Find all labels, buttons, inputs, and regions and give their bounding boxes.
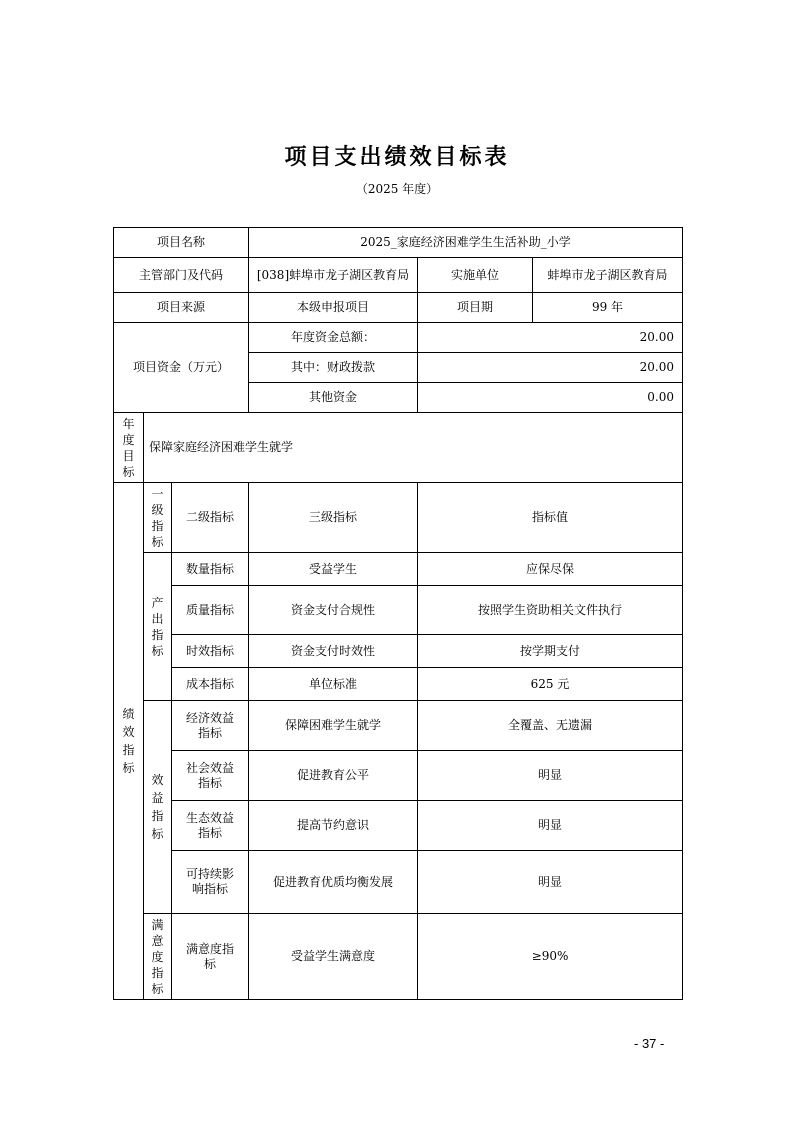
output-indicators-label: [144, 553, 172, 701]
row-indicator-header: [114, 483, 683, 553]
header-value: 指标值: [418, 483, 683, 553]
source-label: 项目来源: [114, 293, 249, 323]
level3-cell: 资金支付合规性: [249, 586, 418, 635]
level3-cell: 保障困难学生就学: [249, 701, 418, 751]
level3-cell: 促进教育优质均衡发展: [249, 851, 418, 914]
level2-cell: 满意度指标: [172, 914, 249, 1000]
fund-total-value: 20.00: [418, 323, 683, 353]
header-level2: 二级指标: [172, 483, 249, 553]
page-subtitle-year: （2025 年度）: [355, 182, 439, 196]
level3-cell: 受益学生满意度: [249, 914, 418, 1000]
level2-cell: 数量指标: [172, 553, 249, 586]
level2-cell: 时效指标: [172, 635, 249, 668]
value-cell: 按照学生资助相关文件执行: [418, 586, 683, 635]
row-annual-goal: [114, 413, 683, 483]
table-row: [114, 801, 683, 851]
level3-cell: 促进教育公平: [249, 751, 418, 801]
row-source: [114, 293, 683, 323]
table-row: [114, 635, 683, 668]
level3-cell: 资金支付时效性: [249, 635, 418, 668]
annual-goal-text: 保障家庭经济困难学生就学: [144, 413, 683, 483]
value-cell: 全覆盖、无遗漏: [418, 701, 683, 751]
fund-other-value: 0.00: [418, 383, 683, 413]
fund-total-label: 年度资金总额：: [249, 323, 418, 353]
table-row: [114, 914, 683, 1000]
value-cell: 625 元: [418, 668, 683, 701]
level2-cell: 经济效益指标: [172, 701, 249, 751]
row-fund-total: [114, 323, 683, 353]
fund-finance-value: 20.00: [418, 353, 683, 383]
table-row: [114, 701, 683, 751]
dept-label: 主管部门及代码: [114, 258, 249, 293]
value-cell: 明显: [418, 751, 683, 801]
header-level1: [144, 483, 172, 553]
project-name-value: 2025_家庭经济困难学生生活补助_小学: [249, 228, 683, 258]
impl-unit-label: 实施单位: [418, 258, 533, 293]
benefit-indicators-label: [144, 701, 172, 914]
performance-indicators-label-text: 绩效指标: [122, 707, 135, 775]
level3-cell: 提高节约意识: [249, 801, 418, 851]
header-level3: 三级指标: [249, 483, 418, 553]
project-name-label: 项目名称: [114, 228, 249, 258]
funds-label: 项目资金（万元）: [114, 323, 249, 413]
row-project-name: [114, 228, 683, 258]
level2-cell: 质量指标: [172, 586, 249, 635]
fund-finance-label: 其中：财政拨款: [249, 353, 418, 383]
annual-goal-label-text: 年度目标: [122, 416, 135, 479]
performance-indicators-label: [114, 483, 144, 1000]
impl-unit-value: 蚌埠市龙子湖区教育局: [533, 258, 683, 293]
level3-cell: 受益学生: [249, 553, 418, 586]
level3-cell: 单位标准: [249, 668, 418, 701]
table-row: [114, 586, 683, 635]
level2-cell: 成本指标: [172, 668, 249, 701]
level2-cell: 社会效益指标: [172, 751, 249, 801]
table-row: [114, 851, 683, 914]
header-level1-text: 一级指标: [151, 486, 164, 549]
row-department: [114, 258, 683, 293]
annual-goal-label: [114, 413, 144, 483]
value-cell: ≥90%: [418, 914, 683, 1000]
satisfaction-indicators-label-text: 满意度指标: [151, 917, 164, 996]
dept-value: [038]蚌埠市龙子湖区教育局: [249, 258, 418, 293]
satisfaction-indicators-label: [144, 914, 172, 1000]
value-cell: 应保尽保: [418, 553, 683, 586]
value-cell: 明显: [418, 801, 683, 851]
source-value: 本级申报项目: [249, 293, 418, 323]
period-value: 99 年: [533, 293, 683, 323]
table-row: [114, 668, 683, 701]
table-row: [114, 553, 683, 586]
page-number: - 37 -: [634, 1036, 665, 1051]
fund-other-label: 其他资金: [249, 383, 418, 413]
period-label: 项目期: [418, 293, 533, 323]
performance-target-table: [113, 227, 683, 1000]
value-cell: 按学期支付: [418, 635, 683, 668]
output-indicators-label-text: 产出指标: [151, 595, 164, 658]
table-row: [114, 751, 683, 801]
page-title: 项目支出绩效目标表: [284, 145, 510, 170]
level2-cell: 生态效益指标: [172, 801, 249, 851]
value-cell: 明显: [418, 851, 683, 914]
benefit-indicators-label-text: 效益指标: [151, 773, 164, 841]
level2-cell: 可持续影响指标: [172, 851, 249, 914]
